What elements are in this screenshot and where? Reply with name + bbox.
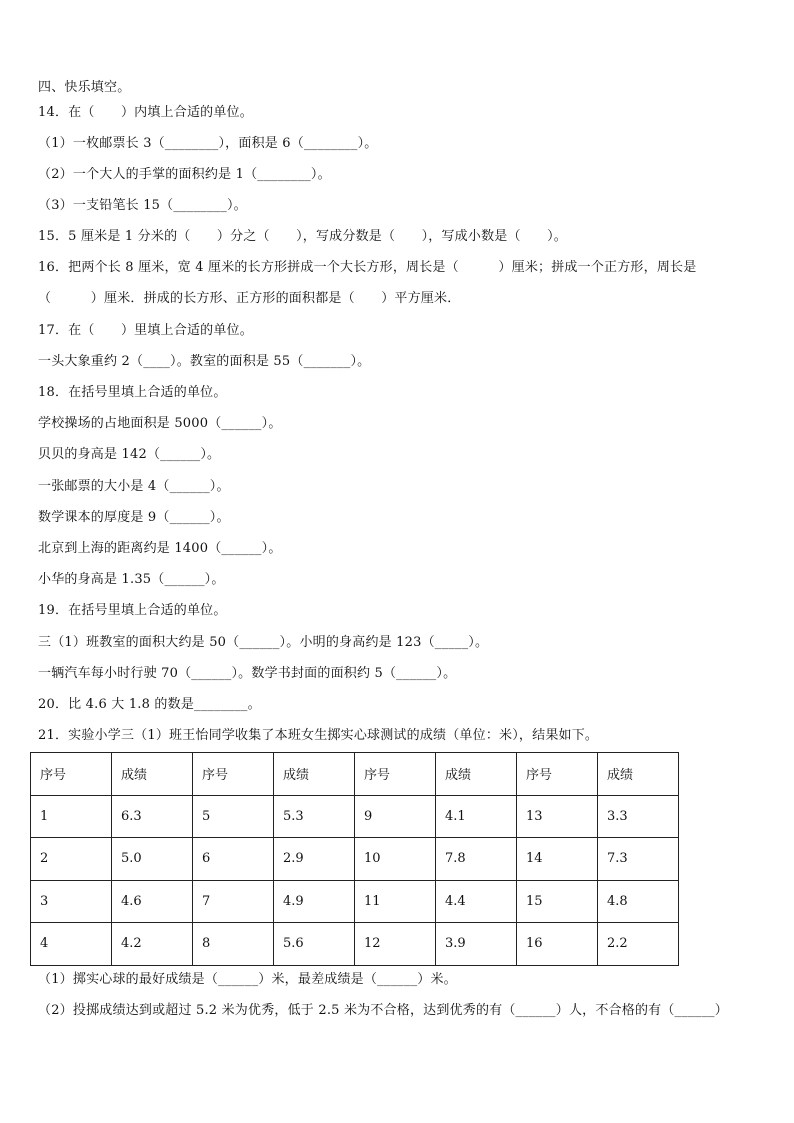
table-cell: 7.3 xyxy=(598,838,679,881)
table-cell: 13 xyxy=(517,795,598,838)
table-cell: 2.2 xyxy=(598,923,679,966)
table-cell: 5 xyxy=(193,795,274,838)
table-cell: 4.1 xyxy=(436,795,517,838)
scores-table xyxy=(30,752,679,966)
question-18-item-2: 贝贝的身高是 142（______）。 xyxy=(38,447,221,462)
header-cell: 序号 xyxy=(193,753,274,796)
table-cell: 5.3 xyxy=(274,795,355,838)
question-18-item-1: 学校操场的占地面积是 5000（______）。 xyxy=(38,416,282,431)
table-row xyxy=(31,923,679,966)
question-17: 17．在（ ）里填上合适的单位。 xyxy=(38,323,253,338)
question-20: 20．比 4.6 大 1.8 的数是________。 xyxy=(38,697,261,712)
question-17-content: 一头大象重约 2（____）。教室的面积是 55（_______）。 xyxy=(38,354,371,369)
table-cell: 3 xyxy=(31,880,112,923)
table-row xyxy=(31,880,679,923)
table-cell: 9 xyxy=(355,795,436,838)
table-cell: 7 xyxy=(193,880,274,923)
question-21-part-2: （2）投掷成绩达到或超过 5.2 米为优秀，低于 2.5 米为不合格，达到优秀的有（______）人，不合格的有（______） xyxy=(38,1003,728,1018)
table-cell: 4.6 xyxy=(112,880,193,923)
question-21: 21．实验小学三（1）班王怡同学收集了本班女生掷实心球测试的成绩（单位：米），结果如下。 xyxy=(38,728,599,743)
table-cell: 4 xyxy=(31,923,112,966)
section-title: 四、快乐填空。 xyxy=(38,80,131,95)
table-cell: 5.0 xyxy=(112,838,193,881)
header-cell: 成绩 xyxy=(274,753,355,796)
table-cell: 6.3 xyxy=(112,795,193,838)
header-cell: 序号 xyxy=(517,753,598,796)
table-row xyxy=(31,838,679,881)
table-cell: 12 xyxy=(355,923,436,966)
question-15: 15．5 厘米是 1 分米的（ ）分之（ ），写成分数是（ ），写成小数是（ ）。 xyxy=(38,229,567,244)
question-14-part-2: （2）一个大人的手掌的面积约是 1（________）。 xyxy=(38,167,331,182)
question-14-part-3: （3）一支铅笔长 15（________）。 xyxy=(38,198,247,213)
table-cell: 10 xyxy=(355,838,436,881)
table-cell: 15 xyxy=(517,880,598,923)
table-cell: 3.3 xyxy=(598,795,679,838)
question-18-item-3: 一张邮票的大小是 4（______）。 xyxy=(38,479,230,494)
table-cell: 2.9 xyxy=(274,838,355,881)
question-19-line-2: 一辆汽车每小时行驶 70（______）。数学书封面的面积约 5（______）。 xyxy=(38,666,457,681)
question-19-line-1: 三（1）班教室的面积大约是 50（______）。小明的身高约是 123（_____）。 xyxy=(38,635,489,650)
question-18-item-6: 小华的身高是 1.35（______）。 xyxy=(38,572,225,587)
table-cell: 6 xyxy=(193,838,274,881)
table-cell: 1 xyxy=(31,795,112,838)
question-21-part-1: （1）掷实心球的最好成绩是（______）米，最差成绩是（______）米。 xyxy=(38,972,457,987)
table-cell: 4.9 xyxy=(274,880,355,923)
question-18: 18．在括号里填上合适的单位。 xyxy=(38,385,227,400)
table-cell: 7.8 xyxy=(436,838,517,881)
header-cell: 成绩 xyxy=(112,753,193,796)
header-cell: 成绩 xyxy=(598,753,679,796)
table-cell: 8 xyxy=(193,923,274,966)
header-cell: 成绩 xyxy=(436,753,517,796)
table-cell: 11 xyxy=(355,880,436,923)
header-cell: 序号 xyxy=(355,753,436,796)
question-16-line-1: 16．把两个长 8 厘米，宽 4 厘米的长方形拼成一个大长方形，周长是（ ）厘米；拼成一个正方形，周长是 xyxy=(38,260,697,275)
table-cell: 4.4 xyxy=(436,880,517,923)
table-cell: 5.6 xyxy=(274,923,355,966)
question-14-part-1: （1）一枚邮票长 3（________），面积是 6（________）。 xyxy=(38,136,378,151)
header-cell: 序号 xyxy=(31,753,112,796)
question-16-line-2: （ ）厘米．拼成的长方形、正方形的面积都是（ ）平方厘米． xyxy=(38,291,461,306)
question-19: 19．在括号里填上合适的单位。 xyxy=(38,603,227,618)
question-14: 14．在（ ）内填上合适的单位。 xyxy=(38,105,253,120)
table-header-row xyxy=(31,753,679,796)
question-18-item-4: 数学课本的厚度是 9（______）。 xyxy=(38,510,230,525)
table-cell: 4.2 xyxy=(112,923,193,966)
question-18-item-5: 北京到上海的距离约是 1400（______）。 xyxy=(38,541,282,556)
table-cell: 3.9 xyxy=(436,923,517,966)
table-row xyxy=(31,795,679,838)
table-cell: 14 xyxy=(517,838,598,881)
table-cell: 16 xyxy=(517,923,598,966)
table-cell: 4.8 xyxy=(598,880,679,923)
table-cell: 2 xyxy=(31,838,112,881)
